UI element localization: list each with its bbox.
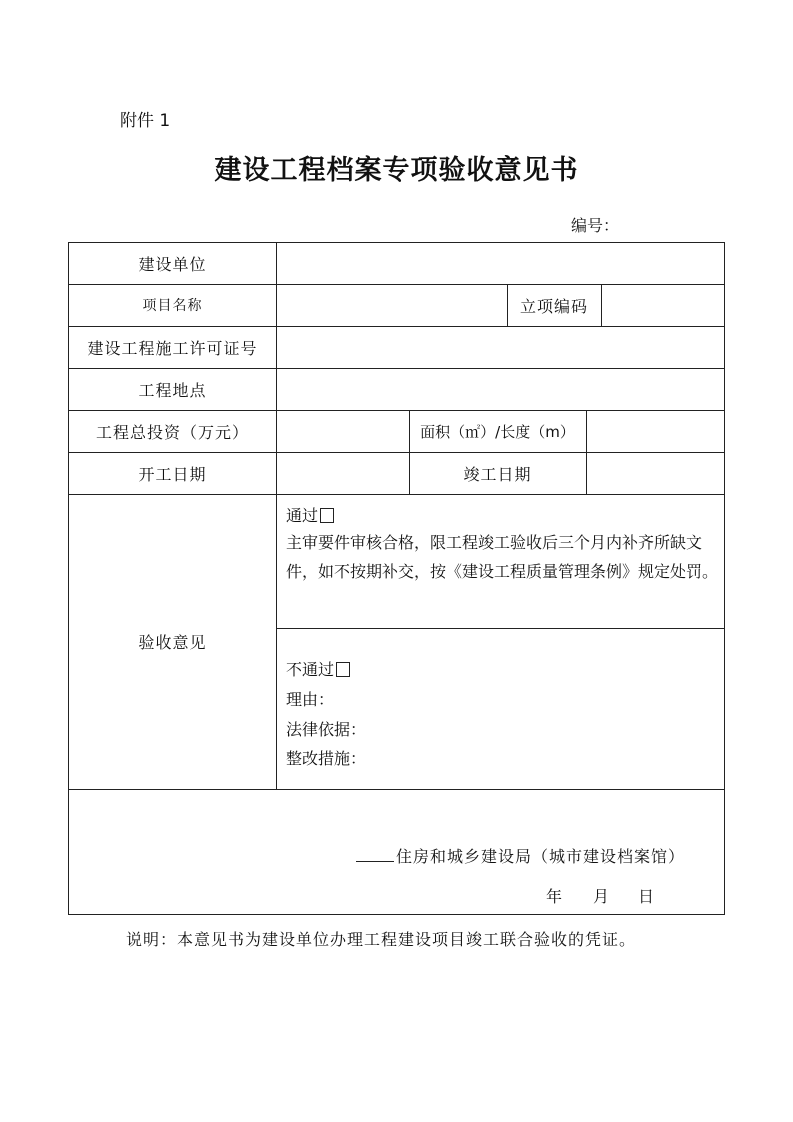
footer-note: 说明：本意见书为建设单位办理工程建设项目竣工联合验收的凭证。: [126, 930, 637, 949]
construction-unit-label: 建设单位: [138, 255, 207, 274]
location-field[interactable]: [277, 368, 724, 410]
area-length-field[interactable]: [587, 410, 724, 452]
acceptance-opinion-label: 验收意见: [138, 633, 207, 652]
document-title: 建设工程档案专项验收意见书: [214, 155, 579, 186]
pass-conditions-text: 主审要件审核合格，限工程竣工验收后三个月内补齐所缺文件，如不按期补交，按《建设工程质量管理条例》规定处罚。: [286, 533, 719, 581]
serial-number-label: 编号：: [571, 216, 620, 235]
area-length-label: 面积（㎡）/长度（m）: [420, 422, 575, 441]
fail-legal-basis-label: 法律依据：: [286, 720, 367, 739]
pass-checkbox[interactable]: [320, 508, 334, 523]
start-date-label: 开工日期: [138, 464, 207, 484]
project-name-label: 项目名称: [142, 298, 203, 314]
row-divider: [69, 789, 724, 790]
fail-rectification-label: 整改措施：: [286, 749, 367, 768]
project-code-label: 立项编码: [519, 296, 588, 316]
permit-number-field[interactable]: [277, 326, 724, 368]
pass-label: 通过: [286, 506, 319, 525]
investment-label: 工程总投资（万元）: [95, 422, 249, 442]
completion-date-field[interactable]: [587, 452, 724, 494]
issuer-line: [356, 844, 685, 867]
fail-option: [286, 657, 350, 680]
location-label: 工程地点: [138, 380, 207, 400]
attachment-label: 附件 1: [120, 111, 171, 131]
completion-date-label: 竣工日期: [463, 464, 532, 484]
investment-field[interactable]: [277, 410, 409, 452]
issuer-blank[interactable]: [356, 847, 394, 862]
construction-unit-field[interactable]: [277, 243, 724, 284]
pass-option: [286, 503, 334, 526]
fail-label: 不通过: [286, 660, 335, 679]
start-date-field[interactable]: [277, 452, 409, 494]
date-day: 日: [638, 887, 655, 906]
project-name-field[interactable]: [277, 284, 507, 326]
fail-reason-label: 理由：: [286, 690, 335, 709]
date-year: 年: [546, 887, 563, 906]
acceptance-form: [68, 242, 725, 915]
fail-checkbox[interactable]: [336, 662, 350, 677]
date-month: 月: [593, 887, 610, 906]
permit-number-label: 建设工程施工许可证号: [87, 338, 258, 358]
project-code-field[interactable]: [602, 284, 724, 326]
opinion-divider: [276, 628, 724, 629]
issuer-name: 住房和城乡建设局（城市建设档案馆）: [396, 847, 686, 866]
